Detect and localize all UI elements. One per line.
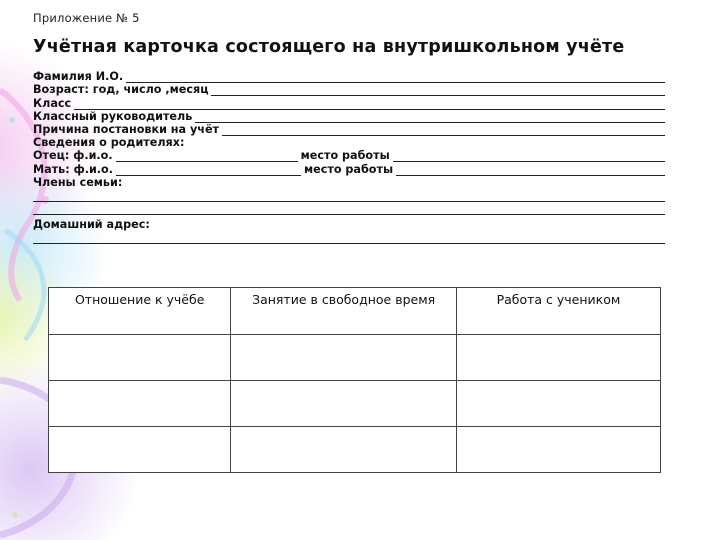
mother-label: Мать: ф.и.о. xyxy=(33,162,113,176)
table-cell[interactable] xyxy=(456,381,660,427)
mother-work-field[interactable] xyxy=(396,165,665,176)
parents-row xyxy=(33,136,665,149)
table-row xyxy=(49,381,661,427)
age-label: Возраст: год, число ,месяц xyxy=(33,83,209,97)
table-header-row xyxy=(49,288,661,335)
address-label: Домашний адрес: xyxy=(33,217,150,231)
mother-row xyxy=(33,162,665,175)
table-cell[interactable] xyxy=(231,427,457,473)
header-attitude: Отношение к учёбе xyxy=(49,288,231,335)
table-cell[interactable] xyxy=(456,427,660,473)
student-table xyxy=(48,287,661,473)
surname-field[interactable] xyxy=(126,72,665,83)
table-row xyxy=(49,427,661,473)
address-row xyxy=(33,218,665,231)
age-row xyxy=(33,83,665,96)
table-cell[interactable] xyxy=(49,381,231,427)
reason-field[interactable] xyxy=(222,125,665,136)
surname-label: Фамилия И.О. xyxy=(33,70,124,84)
mother-work-label: место работы xyxy=(303,162,394,176)
teacher-row xyxy=(33,110,665,123)
family-field-line-2[interactable] xyxy=(33,202,665,215)
header-work: Работа с учеником xyxy=(456,288,660,335)
father-label: Отец: ф.и.о. xyxy=(33,149,113,163)
age-field[interactable] xyxy=(211,85,665,96)
appendix-label: Приложение № 5 xyxy=(33,11,140,25)
father-row xyxy=(33,149,665,162)
reason-row xyxy=(33,123,665,136)
header-free-time: Занятие в свободное время xyxy=(231,288,457,335)
table-cell[interactable] xyxy=(49,427,231,473)
form-fields xyxy=(33,70,665,244)
father-work-field[interactable] xyxy=(393,151,665,162)
table-row xyxy=(49,335,661,381)
teacher-field[interactable] xyxy=(195,112,665,123)
father-work-label: место работы xyxy=(300,149,390,163)
page-title: Учётная карточка состоящего на внутришкольном учёте xyxy=(33,37,625,57)
surname-row xyxy=(33,70,665,83)
address-field[interactable] xyxy=(33,231,665,244)
table-cell[interactable] xyxy=(231,335,457,381)
reason-label: Причина постановки на учёт xyxy=(33,122,220,136)
table-cell[interactable] xyxy=(231,381,457,427)
mother-name-field[interactable] xyxy=(116,165,301,176)
class-row xyxy=(33,96,665,109)
family-row xyxy=(33,176,665,189)
class-label: Класс xyxy=(33,96,72,110)
table-cell[interactable] xyxy=(49,335,231,381)
family-field-line-1[interactable] xyxy=(33,189,665,202)
table-cell[interactable] xyxy=(456,335,660,381)
class-field[interactable] xyxy=(74,99,665,110)
parents-label: Сведения о родителях: xyxy=(33,136,185,150)
father-name-field[interactable] xyxy=(116,151,298,162)
teacher-label: Классный руководитель xyxy=(33,109,193,123)
family-label: Члены семьи: xyxy=(33,175,123,189)
